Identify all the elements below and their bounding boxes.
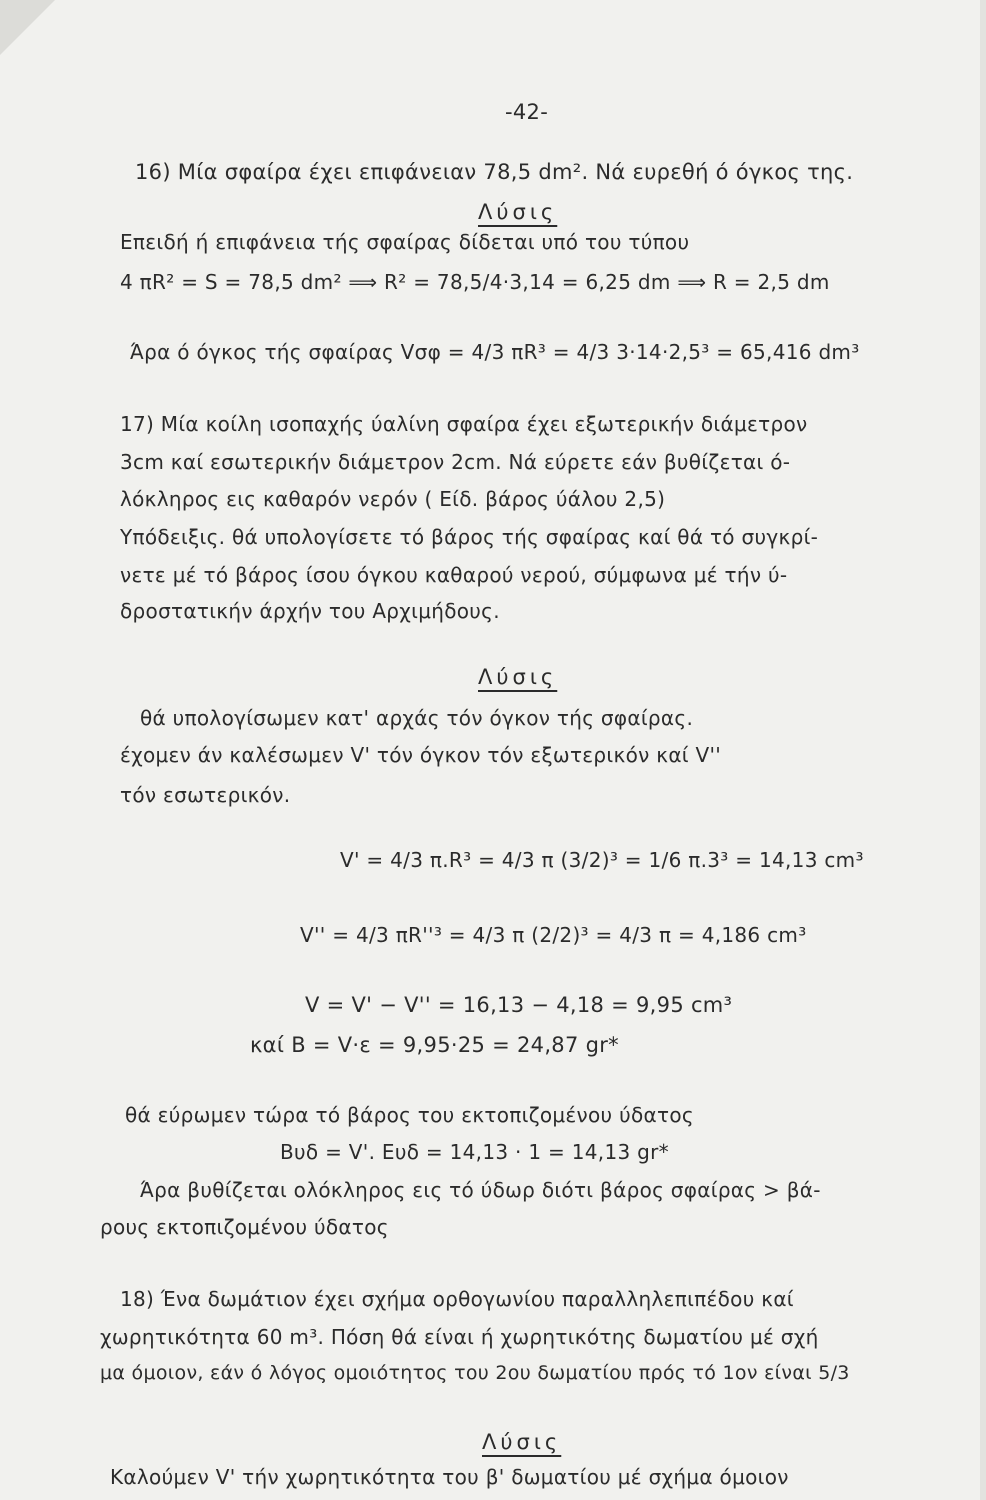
equation-v-inner: V'' = 4/3 πR''³ = 4/3 π (2/2)³ = 4/3 π = 4,186 cm³ bbox=[300, 923, 807, 947]
problem-17-solution-heading: Λύσις bbox=[478, 665, 558, 689]
problem-17-solution-3: τόν εσωτερικόν. bbox=[120, 783, 291, 807]
problem-17-solution-1: θά υπολογίσωμεν κατ' αρχάς τόν όγκον τής σφαίρας. bbox=[140, 706, 694, 730]
problem-18-line-2: χωρητικότητα 60 m³. Πόση θά είναι ή χωρητικότης δωματίου μέ σχή bbox=[100, 1325, 819, 1349]
problem-17-line-2: 3cm καί εσωτερικήν διάμετρον 2cm. Νά εύρετε εάν βυθίζεται ό- bbox=[120, 450, 791, 474]
problem-17-solution-5: Άρα βυθίζεται ολόκληρος εις τό ύδωρ διότι βάρος σφαίρας > βά- bbox=[140, 1178, 821, 1202]
equation-displaced-water: Bυδ = V'. Eυδ = 14,13 · 1 = 14,13 gr* bbox=[280, 1140, 669, 1164]
problem-18-solution-1: Καλούμεν V' τήν χωρητικότητα του β' δωματίου μέ σχήμα όμοιον bbox=[110, 1465, 789, 1489]
equation-v-outer: V' = 4/3 π.R³ = 4/3 π (3/2)³ = 1/6 π.3³ = 14,13 cm³ bbox=[340, 848, 864, 872]
page-right-edge bbox=[980, 0, 986, 1500]
page-corner-fold bbox=[0, 0, 55, 55]
problem-17-solution-6: ρους εκτοπιζομένου ύδατος bbox=[100, 1215, 389, 1239]
problem-17-line-3: λόκληρος εις καθαρόν νερόν ( Είδ. βάρος ύάλου 2,5) bbox=[120, 487, 666, 511]
problem-16-line-3: Άρα ό όγκος τής σφαίρας Vσφ = 4/3 πR³ = 4/3 3·14·2,5³ = 65,416 dm³ bbox=[130, 340, 860, 364]
equation-weight: καί B = V·ε = 9,95·25 = 24,87 gr* bbox=[250, 1033, 619, 1057]
problem-17-line-6: δροστατικήν άρχήν του Αρχιμήδους. bbox=[120, 599, 500, 623]
problem-16-line-2: 4 πR² = S = 78,5 dm² ⟹ R² = 78,5/4·3,14 = 6,25 dm ⟹ R = 2,5 dm bbox=[120, 270, 830, 294]
problem-18-line-1: 18) Ένα δωμάτιον έχει σχήμα ορθογωνίου παραλληλεπιπέδου καί bbox=[120, 1287, 794, 1311]
problem-16-statement: 16) Μία σφαίρα έχει επιφάνειαν 78,5 dm². Νά ευρεθή ό όγκος της. bbox=[135, 160, 854, 184]
problem-18-solution-heading: Λύσις bbox=[482, 1430, 562, 1454]
problem-17-line-1: 17) Μία κοίλη ισοπαχής ύαλίνη σφαίρα έχει εξωτερικήν διάμετρον bbox=[120, 412, 808, 436]
problem-16-line-1: Επειδή ή επιφάνεια τής σφαίρας δίδεται υπό του τύπου bbox=[120, 230, 690, 254]
equation-v-difference: V = V' − V'' = 16,13 − 4,18 = 9,95 cm³ bbox=[305, 993, 733, 1017]
page-number: -42- bbox=[505, 100, 549, 124]
problem-17-line-5: νετε μέ τό βάρος ίσου όγκου καθαρού νερού, σύμφωνα μέ τήν ύ- bbox=[120, 563, 788, 587]
problem-16-solution-heading: Λύσις bbox=[478, 200, 558, 224]
problem-17-solution-4: θά εύρωμεν τώρα τό βάρος του εκτοπιζομένου ύδατος bbox=[125, 1103, 694, 1127]
problem-17-line-4: Υπόδειξις. θά υπολογίσετε τό βάρος τής σφαίρας καί θά τό συγκρί- bbox=[120, 525, 819, 549]
problem-18-line-3: μα όμοιον, εάν ό λόγος ομοιότητος του 2ου δωματίου πρός τό 1ον είναι 5/3 bbox=[100, 1362, 850, 1384]
problem-17-solution-2: έχομεν άν καλέσωμεν V' τόν όγκον τόν εξωτερικόν καί V'' bbox=[120, 743, 722, 767]
